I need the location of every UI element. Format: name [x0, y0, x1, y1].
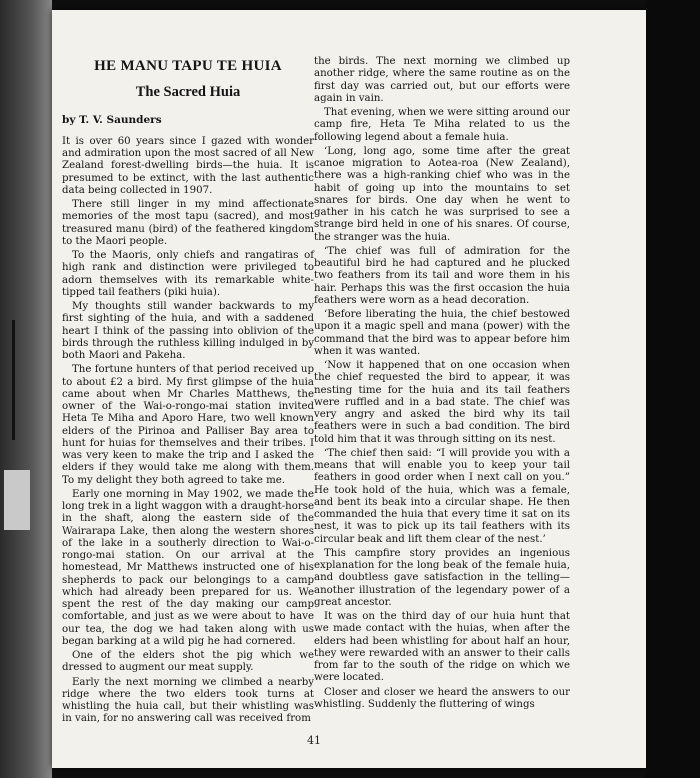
paragraph: Early one morning in May 1902, we made the long trek in a light waggon with a draught-horse in the shaft, along the eastern side of the Wairarapa Lake, then along the western shores of the lake in a southerly direction to Wai-o-rongo-mai station. On our arrival at the homestead, Mr Matthews instructed one of his shepherds to pack our belongings to a camp which had already been prepared for us. We spent the rest of the day making our camp comfortable, and just as we were about to have our tea, the dog we had taken along with us began barking at a wild pig he had cornered.	[62, 488, 314, 647]
paragraph: My thoughts still wander backwards to my first sighting of the huia, and with a saddened heart I think of the passing into oblivion of the birds through the ruthless killing indulged in by both Maori and Pakeha.	[62, 301, 314, 361]
byline: by T. V. Saunders	[62, 113, 162, 126]
paragraph: It is over 60 years since I gazed with wonder and admiration upon the most sacred of all New Zealand forest-dwelling birds—the huia. It is presumed to be extinct, with the last authentic data being collected in 1907.	[62, 135, 314, 196]
article-subtitle: The Sacred Huia	[135, 84, 241, 101]
magazine-page	[52, 10, 646, 768]
paragraph: This campfire story provides an ingenious explanation for the long beak of the female huia, and doubtless gave satisfaction in the telling—another illustration of the legendary power of a great ancestor.	[314, 547, 570, 608]
paragraph: It was on the third day of our huia hunt that we made contact with the huias, when after the elders had been whistling for about half an hour, they were rewarded with an answer to their calls from far to the south of the ridge on which we were located.	[314, 611, 570, 684]
scan-border	[646, 0, 700, 778]
paragraph: the birds. The next morning we climbed up another ridge, where the same routine as on the first day was carried out, but our efforts were again in vain.	[314, 56, 570, 104]
right-column	[314, 56, 570, 713]
left-column	[62, 52, 314, 728]
article-title: HE MANU TAPU TE HUIA	[94, 58, 282, 74]
paragraph: ‘The chief then said: “I will provide you with a means that will enable you to keep your tail feathers in good order when I next call on you.” He took hold of the huia, which was a female, and bent its beak into a circular shape. He then commanded the huia that every time it sat on its nest, it was to pick up its tail feathers with its circular beak and lift them clear of the nest.’	[314, 447, 570, 545]
photo-fragment	[4, 470, 30, 530]
paragraph: The fortune hunters of that period received up to about £2 a bird. My first glimpse of the huia came about when Mr Charles Matthews, the owner of the Wai-o-rongo-mai station invited Heta Te Miha and Aporo Hare, two well known elders of the Pirinoa and Palliser Bay area to hunt for huias for themselves and their tribes. I was very keen to make the trip and I asked the elders if they would take me along with them. To my delight they both agreed to take me.	[62, 364, 314, 486]
paragraph: ‘The chief was full of admiration for the beautiful bird he had captured and he plucked two feathers from its tail and wore them in his hair. Perhaps this was the first occasion the huia feathers were worn as a head decoration.	[314, 245, 570, 306]
paragraph: That evening, when we were sitting around our camp fire, Heta Te Miha related to us the following legend about a female huia.	[314, 107, 570, 143]
page-number: 41	[307, 734, 321, 747]
adjacent-page-edge	[0, 0, 52, 778]
paragraph: ‘Before liberating the huia, the chief bestowed upon it a magic spell and mana (power) with the command that the bird was to appear before him when it was wanted.	[314, 309, 570, 357]
paragraph: ‘Long, long ago, some time after the great canoe migration to Aotea-roa (New Zealand), there was a high-ranking chief who was in the habit of going up into the mountains to set snares for birds. One day when he went to gather in his catch he was surprised to see a strange bird held in one of his snares. Of course, the stranger was the huia.	[314, 145, 570, 243]
paragraph: Early the next morning we climbed a nearby ridge where the two elders took turns at whistling the huia call, but their whistling was in vain, for no answering call was received from	[62, 676, 314, 725]
paragraph: There still linger in my mind affectionate memories of the most tapu (sacred), and most treasured manu (bird) of the feathered kingdom to the Maori people.	[62, 199, 314, 247]
paragraph: To the Maoris, only chiefs and rangatiras of high rank and distinction were privileged to adorn themselves with its remarkable white-tipped tail feathers (piki huia).	[62, 250, 314, 298]
paragraph: Closer and closer we heard the answers to our whistling. Suddenly the fluttering of wings	[314, 686, 570, 710]
photo-fragment	[12, 320, 15, 440]
paragraph: One of the elders shot the pig which we dressed to augment our meat supply.	[62, 650, 314, 674]
paragraph: ‘Now it happened that on one occasion when the chief requested the bird to appear, it was nesting time for the huia and its tail feathers were ruffled and in a bad state. The chief was very angry and asked the bird why its tail feathers were in such a bad condition. The bird told him that it was through sitting on its nest.	[314, 360, 570, 445]
